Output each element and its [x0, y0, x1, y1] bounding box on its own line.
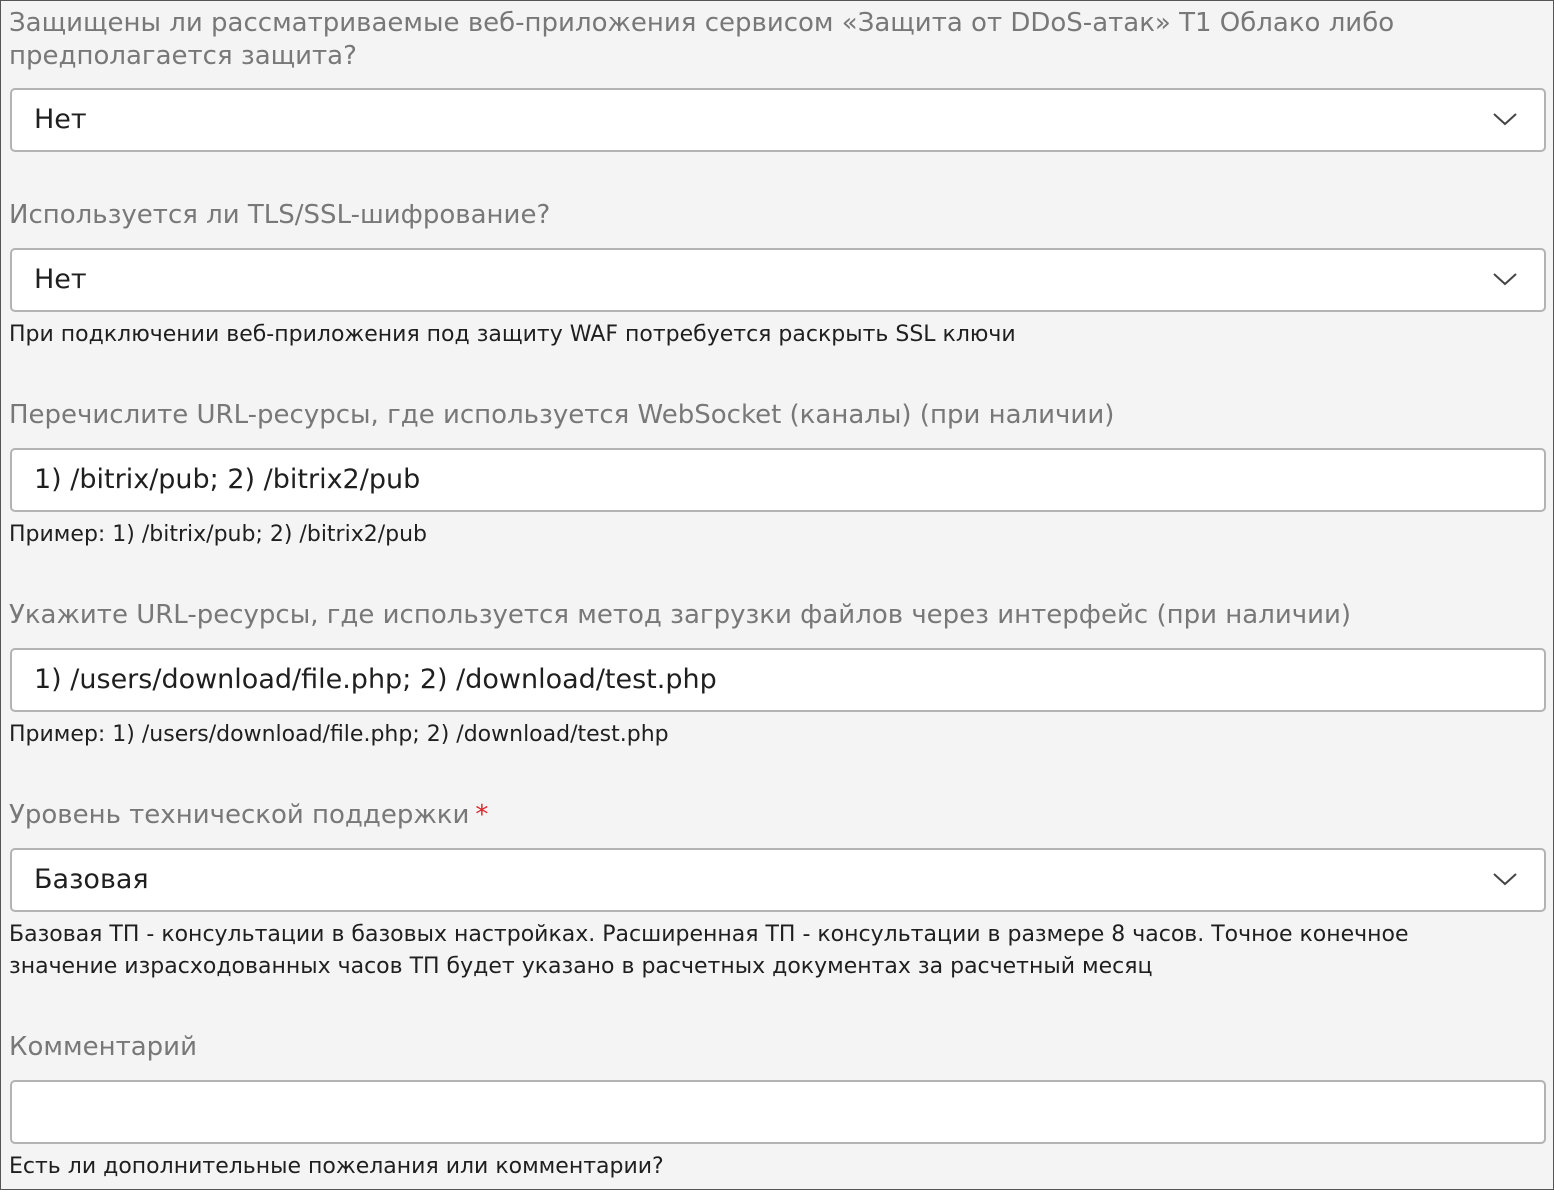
websocket-urls-label: Перечислите URL-ресурсы, где используется WebSocket (каналы) (при наличии): [9, 400, 1115, 430]
chevron-down-icon: [1492, 108, 1518, 130]
comment-hint: Есть ли дополнительные пожелания или комментарии?: [9, 1154, 664, 1179]
websocket-urls-value: 1) /bitrix/pub; 2) /bitrix2/pub: [34, 464, 421, 495]
ddos-protection-value: Нет: [34, 104, 87, 135]
comment-input[interactable]: [10, 1080, 1546, 1144]
support-level-hint: Базовая ТП - консультации в базовых настройках. Расширенная ТП - консультации в размере 8 часов. Точное конечное значение израсходованных часов ТП будет указано в расчетных документах за расчетный месяц: [9, 922, 1409, 979]
chevron-down-icon: [1492, 868, 1518, 890]
websocket-urls-input[interactable]: [10, 448, 1546, 512]
ddos-protection-label: Защищены ли рассматриваемые веб-приложения сервисом «Защита от DDoS-атак» Т1 Облако либо предполагается защита?: [9, 8, 1395, 71]
upload-urls-label: Укажите URL-ресурсы, где используется метод загрузки файлов через интерфейс (при наличии): [9, 600, 1352, 630]
chevron-down-icon: [1492, 268, 1518, 290]
support-level-select[interactable]: [10, 848, 1546, 912]
upload-urls-hint: Пример: 1) /users/download/file.php; 2) /download/test.php: [9, 722, 669, 747]
websocket-urls-hint: Пример: 1) /bitrix/pub; 2) /bitrix2/pub: [9, 522, 428, 547]
tls-encryption-select[interactable]: [10, 248, 1546, 312]
ddos-protection-select[interactable]: [10, 88, 1546, 152]
support-level-label-text: Уровень технической поддержки: [9, 800, 470, 830]
tls-encryption-hint: При подключении веб-приложения под защиту WAF потребуется раскрыть SSL ключи: [9, 322, 1016, 347]
upload-urls-input[interactable]: [10, 648, 1546, 712]
comment-label: Комментарий: [9, 1032, 197, 1062]
tls-encryption-value: Нет: [34, 264, 87, 295]
tls-encryption-label: Используется ли TLS/SSL-шифрование?: [9, 200, 551, 230]
support-level-label: [9, 799, 1509, 832]
support-level-value: Базовая: [34, 864, 149, 895]
upload-urls-value: 1) /users/download/file.php; 2) /download/test.php: [34, 664, 717, 695]
required-mark: *: [475, 800, 489, 830]
